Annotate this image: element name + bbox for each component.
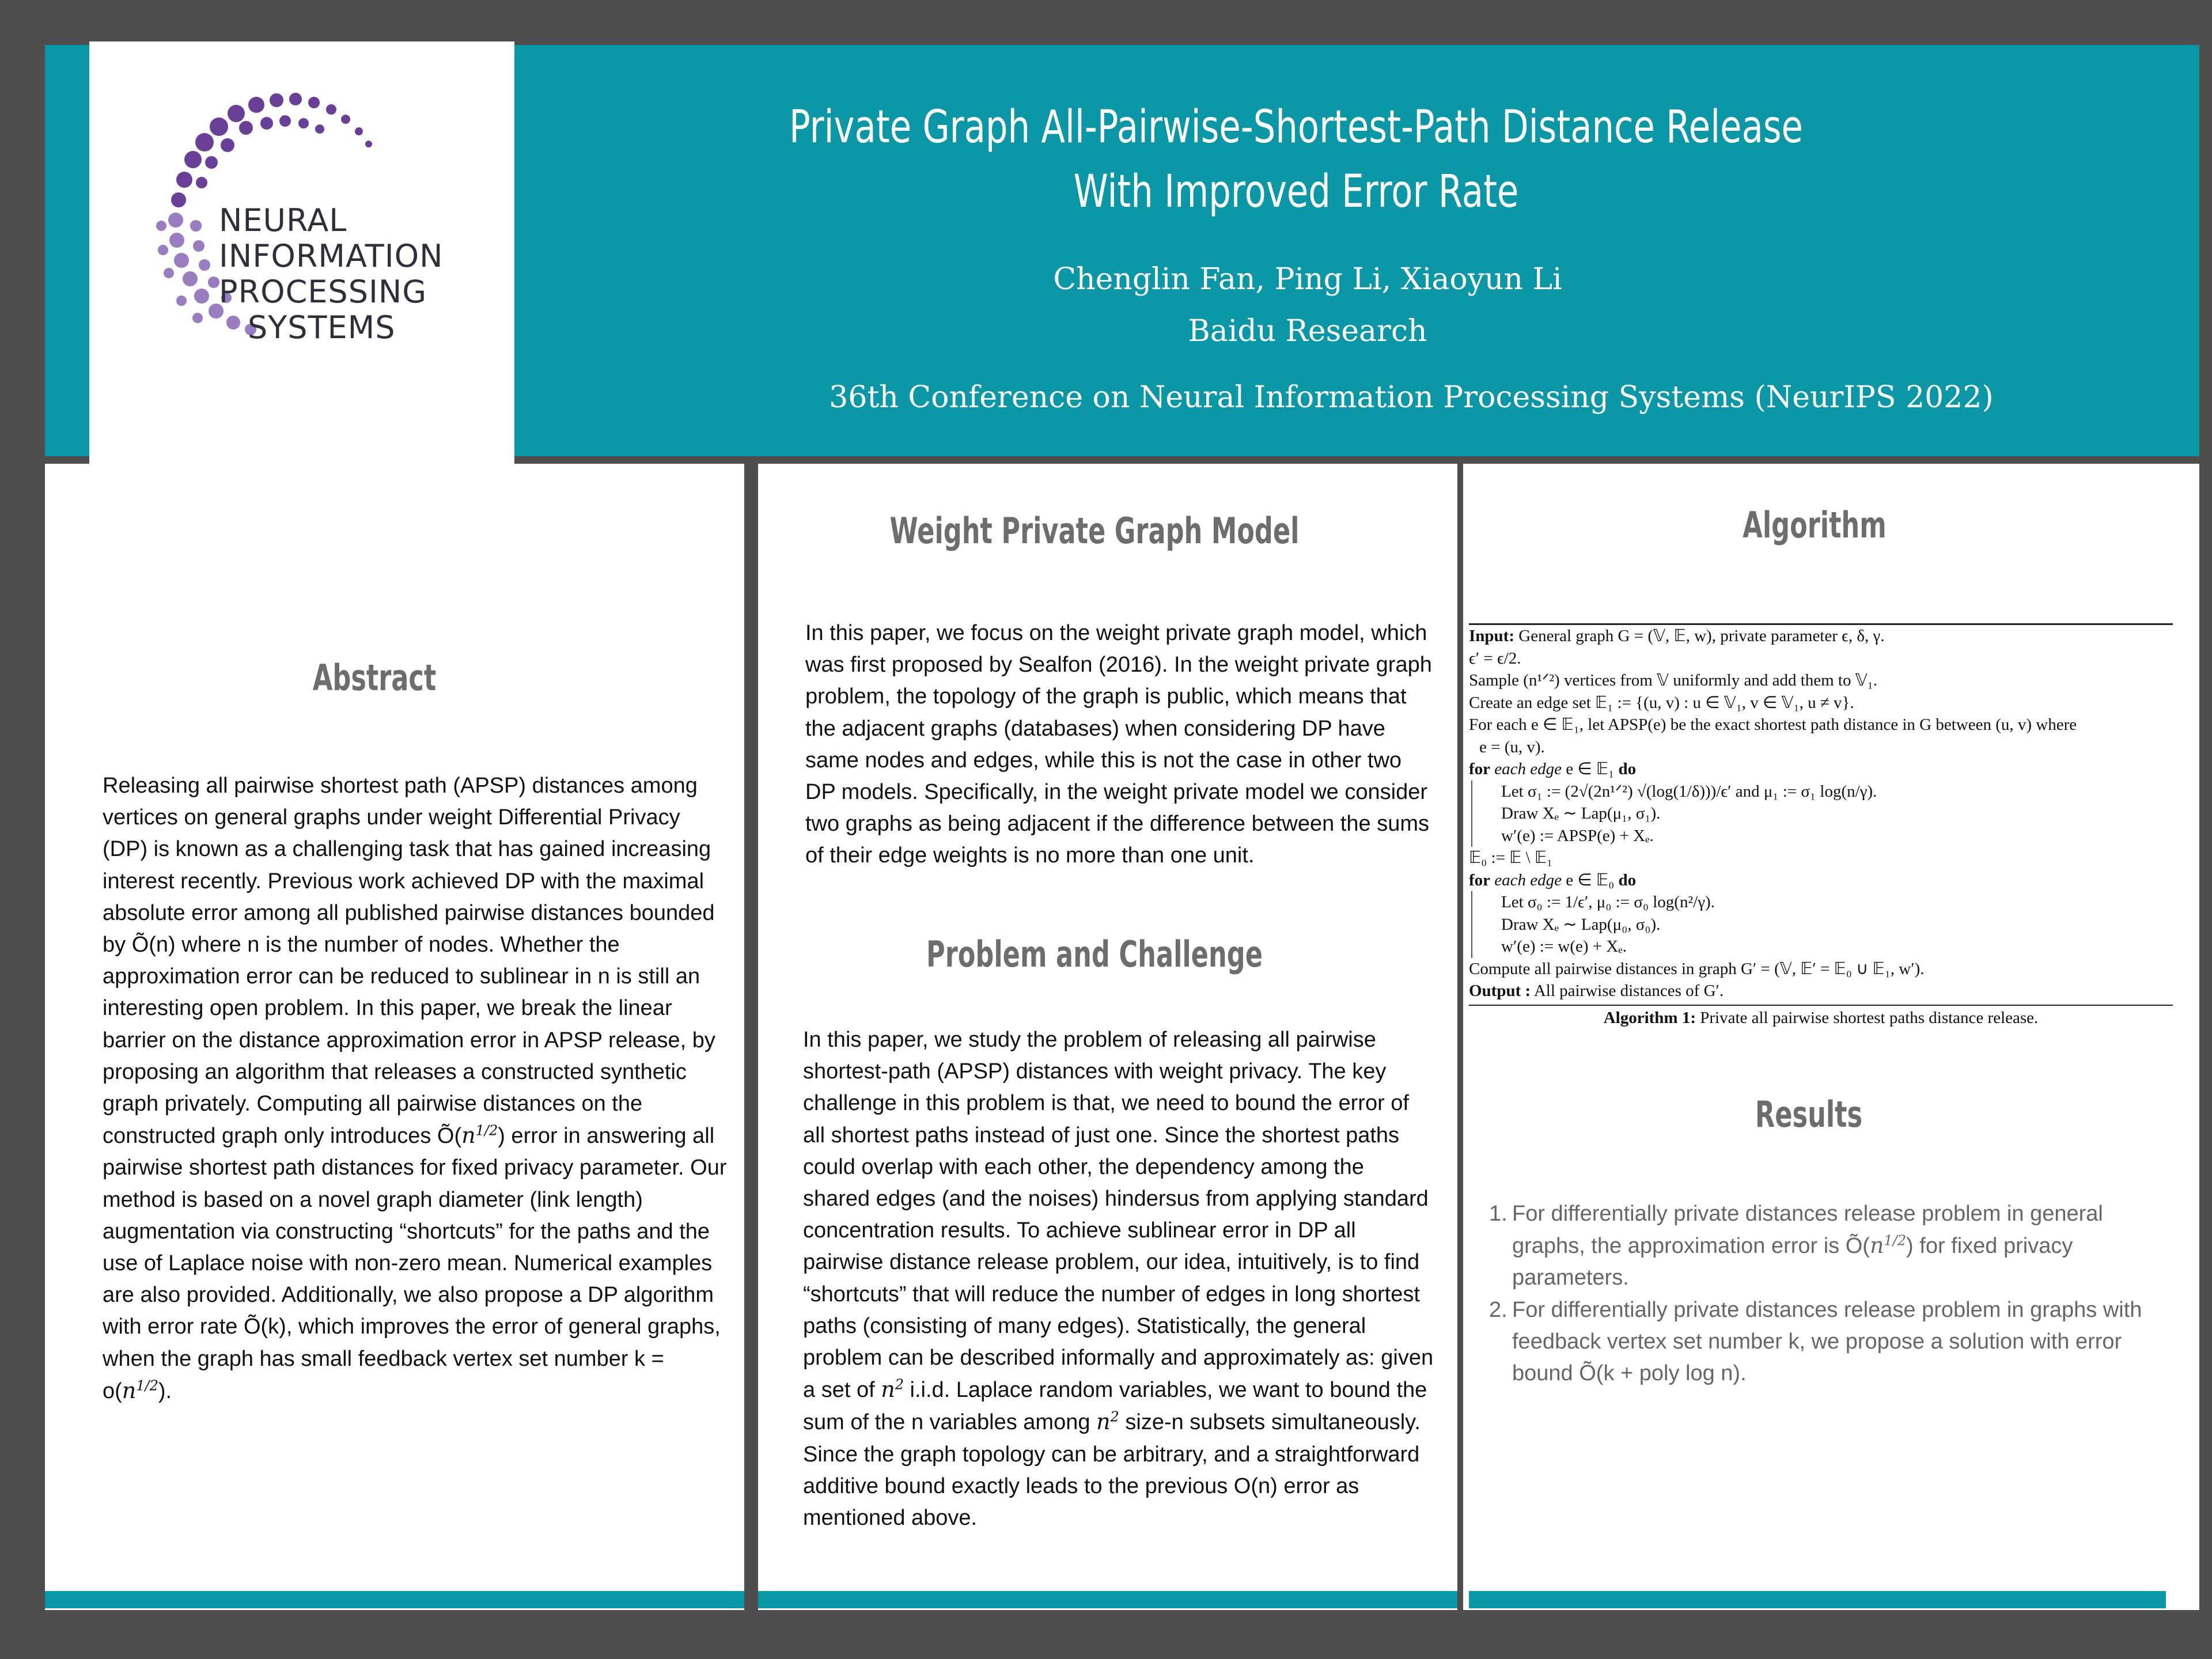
neurips-logo: [89, 41, 514, 468]
algorithm-line: Sample (n¹ᐟ²) vertices from 𝕍 uniformly and add them to 𝕍₁.: [1469, 671, 1878, 690]
problem-part: size-n subsets simultaneously. Since the graph topology can be arbitrary, and a straightforward additive bound exactly leads to the previous O(n) error as mentioned above.: [803, 1410, 1421, 1531]
math-base: n: [122, 1377, 137, 1403]
math-exp: 2: [895, 1376, 904, 1393]
algorithm-line: ϵ′ = ϵ/2.: [1469, 649, 1521, 668]
abstract-part: ) error in answering all pairwise shortest path distances for fixed privacy parameter. Our method is based on a novel graph diameter (link length) augmentation via constructing “shortcuts” for the paths and the use of Laplace noise with non-zero mean. Numerical examples are also provided. Additionally, we also propose a DP algorithm with error rate Õ(k), which improves the error of general graphs, when the graph has small feedback vertex set number k = o(: [103, 1124, 727, 1403]
list-item: [1489, 1294, 2157, 1390]
rule: [1469, 1005, 2173, 1006]
math-base: n: [461, 1123, 476, 1149]
logo-line: SYSTEMS: [248, 309, 396, 346]
math-exp: 2: [1110, 1408, 1119, 1425]
logo-line: INFORMATION: [219, 238, 444, 274]
item-number: 1.: [1489, 1202, 1508, 1226]
item-number: 2.: [1489, 1297, 1508, 1322]
model-text: In this paper, we focus on the weight private graph model, which was first proposed by Sealfon (2016). In the weight private graph problem, the topology of the graph is public, which means that the adjacent graphs (databases) when considering DP have same nodes and edges, while this is not the case in other two DP models. Specifically, in the weight private model we consider two graphs as being adjacent if the difference between the sums of their edge weights is no more than one unit.: [805, 621, 1432, 868]
affiliation: Baidu Research: [1188, 314, 1427, 349]
algorithm-line: For each e ∈ 𝔼₁, let APSP(e) be the exact shortest path distance in G between (u, v) where: [1469, 715, 2077, 734]
abstract-part: ).: [158, 1378, 172, 1403]
item-text: ) for fixed privacy parameters.: [1512, 1234, 2073, 1290]
algorithm-title: Algorithm: [1743, 504, 1887, 546]
poster-title: [779, 95, 1813, 224]
algorithm-line: w′(e) := APSP(e) + Xₑ.: [1471, 825, 2173, 847]
abstract-text: [103, 770, 730, 1407]
column-footer-bar: [1469, 1591, 2166, 1608]
problem-part: In this paper, we study the problem of releasing all pairwise shortest-path (APSP) distances with weight privacy. The key challenge in this problem is that, we need to bound the error of all shortest paths instead of just one. Since the shortest paths could overlap with each other, the dependency among the shared edges (and the noises) hindersus from applying standard concentration results. To achieve sublinear error in DP all pairwise distance release problem, our idea, intuitively, is to find “shortcuts” that will reduce the number of edges in long shortest paths (consisting of many edges). Statistically, the general problem can be described informally and approximately as: given a set of: [803, 1028, 1434, 1403]
algorithm-line: Let σ₀ := 1/ϵ′, μ₀ := σ₀ log(n²/γ).: [1471, 891, 2173, 914]
algorithm-line: Let σ₁ := (2√(2n¹ᐟ²) √(log(1/δ)))/ϵ′ and μ₁ := σ₁ log(n/γ).: [1471, 781, 2173, 803]
algorithm-line: e = (u, v).: [1479, 737, 1545, 756]
title-line-2: With Improved Error Rate: [1073, 166, 1519, 218]
algorithm-box: [1469, 623, 2173, 1029]
algorithm-line: Input: General graph G = (𝕍, 𝔼, w), private parameter ϵ, δ, γ.: [1469, 627, 1885, 645]
logo-line: NEURAL: [219, 202, 347, 238]
math-exp: 1/2: [136, 1377, 158, 1394]
item-text: For differentially private distances release problem in general graphs, the approximation error is Õ(: [1512, 1202, 2103, 1259]
results-title: Results: [1755, 1093, 1863, 1135]
caption-label: Algorithm 1:: [1603, 1008, 1696, 1027]
conference: 36th Conference on Neural Information Processing Systems (NeurIPS 2022): [829, 380, 1994, 415]
algorithm-line: Draw Xₑ ∼ Lap(μ₀, σ₀).: [1471, 914, 2173, 936]
problem-title: Problem and Challenge: [926, 933, 1263, 975]
algorithm-caption: [1469, 1007, 2173, 1029]
logo-line: PROCESSING: [219, 274, 427, 310]
authors: Chenglin Fan, Ping Li, Xiaoyun Li: [1053, 262, 1562, 297]
algorithm-line: w′(e) := w(e) + Xₑ.: [1471, 935, 2173, 958]
model-title: Weight Private Graph Model: [889, 510, 1300, 552]
results-list: [1489, 1198, 2157, 1389]
algorithm-line: Draw Xₑ ∼ Lap(μ₁, σ₁).: [1471, 802, 2173, 825]
abstract-title: Abstract: [312, 657, 437, 699]
math-base: n: [1096, 1409, 1111, 1435]
algorithm-line: for each edge e ∈ 𝔼₀ do: [1469, 870, 1637, 889]
math-base: n: [881, 1377, 895, 1403]
algorithm-lines: [1469, 625, 2173, 1002]
algorithm-line: Create an edge set 𝔼₁ := {(u, v) : u ∈ 𝕍₁, v ∈ 𝕍₁, u ≠ v}.: [1469, 693, 1854, 712]
column-footer-bar: [758, 1591, 1457, 1608]
abstract-part: Releasing all pairwise shortest path (APSP) distances among vertices on general graphs under weight Differential Privacy (DP) is known as a challenging task that has gained increasing interest recently. Previous work achieved DP with the maximal absolute error among all published pairwise distances bounded by Õ(n) where n is the number of nodes. Whether the approximation error can be reduced to sublinear in n is still an interesting open problem. In this paper, we break the linear barrier on the distance approximation error in APSP release, by proposing an algorithm that releases a constructed synthetic graph privately. Computing all pairwise distances on the constructed graph only introduces Õ(: [103, 774, 715, 1149]
problem-part: i.i.d. Laplace random variables, we want to bound the sum of the n variables among: [803, 1378, 1427, 1435]
math-exp: 1/2: [475, 1122, 498, 1139]
logo-wordmark: [219, 203, 444, 346]
algorithm-line: Output : All pairwise distances of G′.: [1469, 982, 1724, 1000]
problem-text: [803, 1024, 1434, 1534]
algorithm-line: for each edge e ∈ 𝔼₁ do: [1469, 760, 1637, 778]
list-item: [1489, 1198, 2157, 1294]
algorithm-line: 𝔼₀ := 𝔼 \ 𝔼₁: [1469, 849, 1553, 867]
math-exp: 1/2: [1884, 1232, 1907, 1249]
algorithm-line: Compute all pairwise distances in graph G′ = (𝕍, 𝔼′ = 𝔼₀ ∪ 𝔼₁, w′).: [1469, 959, 1925, 978]
math-base: n: [1869, 1233, 1884, 1259]
caption-text: Private all pairwise shortest paths distance release.: [1695, 1008, 2039, 1027]
column-footer-bar: [45, 1591, 744, 1608]
item-text: For differentially private distances release problem in graphs with feedback vertex set number k, we propose a solution with error bound Õ(k + poly log n).: [1512, 1297, 2142, 1386]
title-line-1: Private Graph All-Pairwise-Shortest-Path Distance Release: [789, 101, 1803, 153]
